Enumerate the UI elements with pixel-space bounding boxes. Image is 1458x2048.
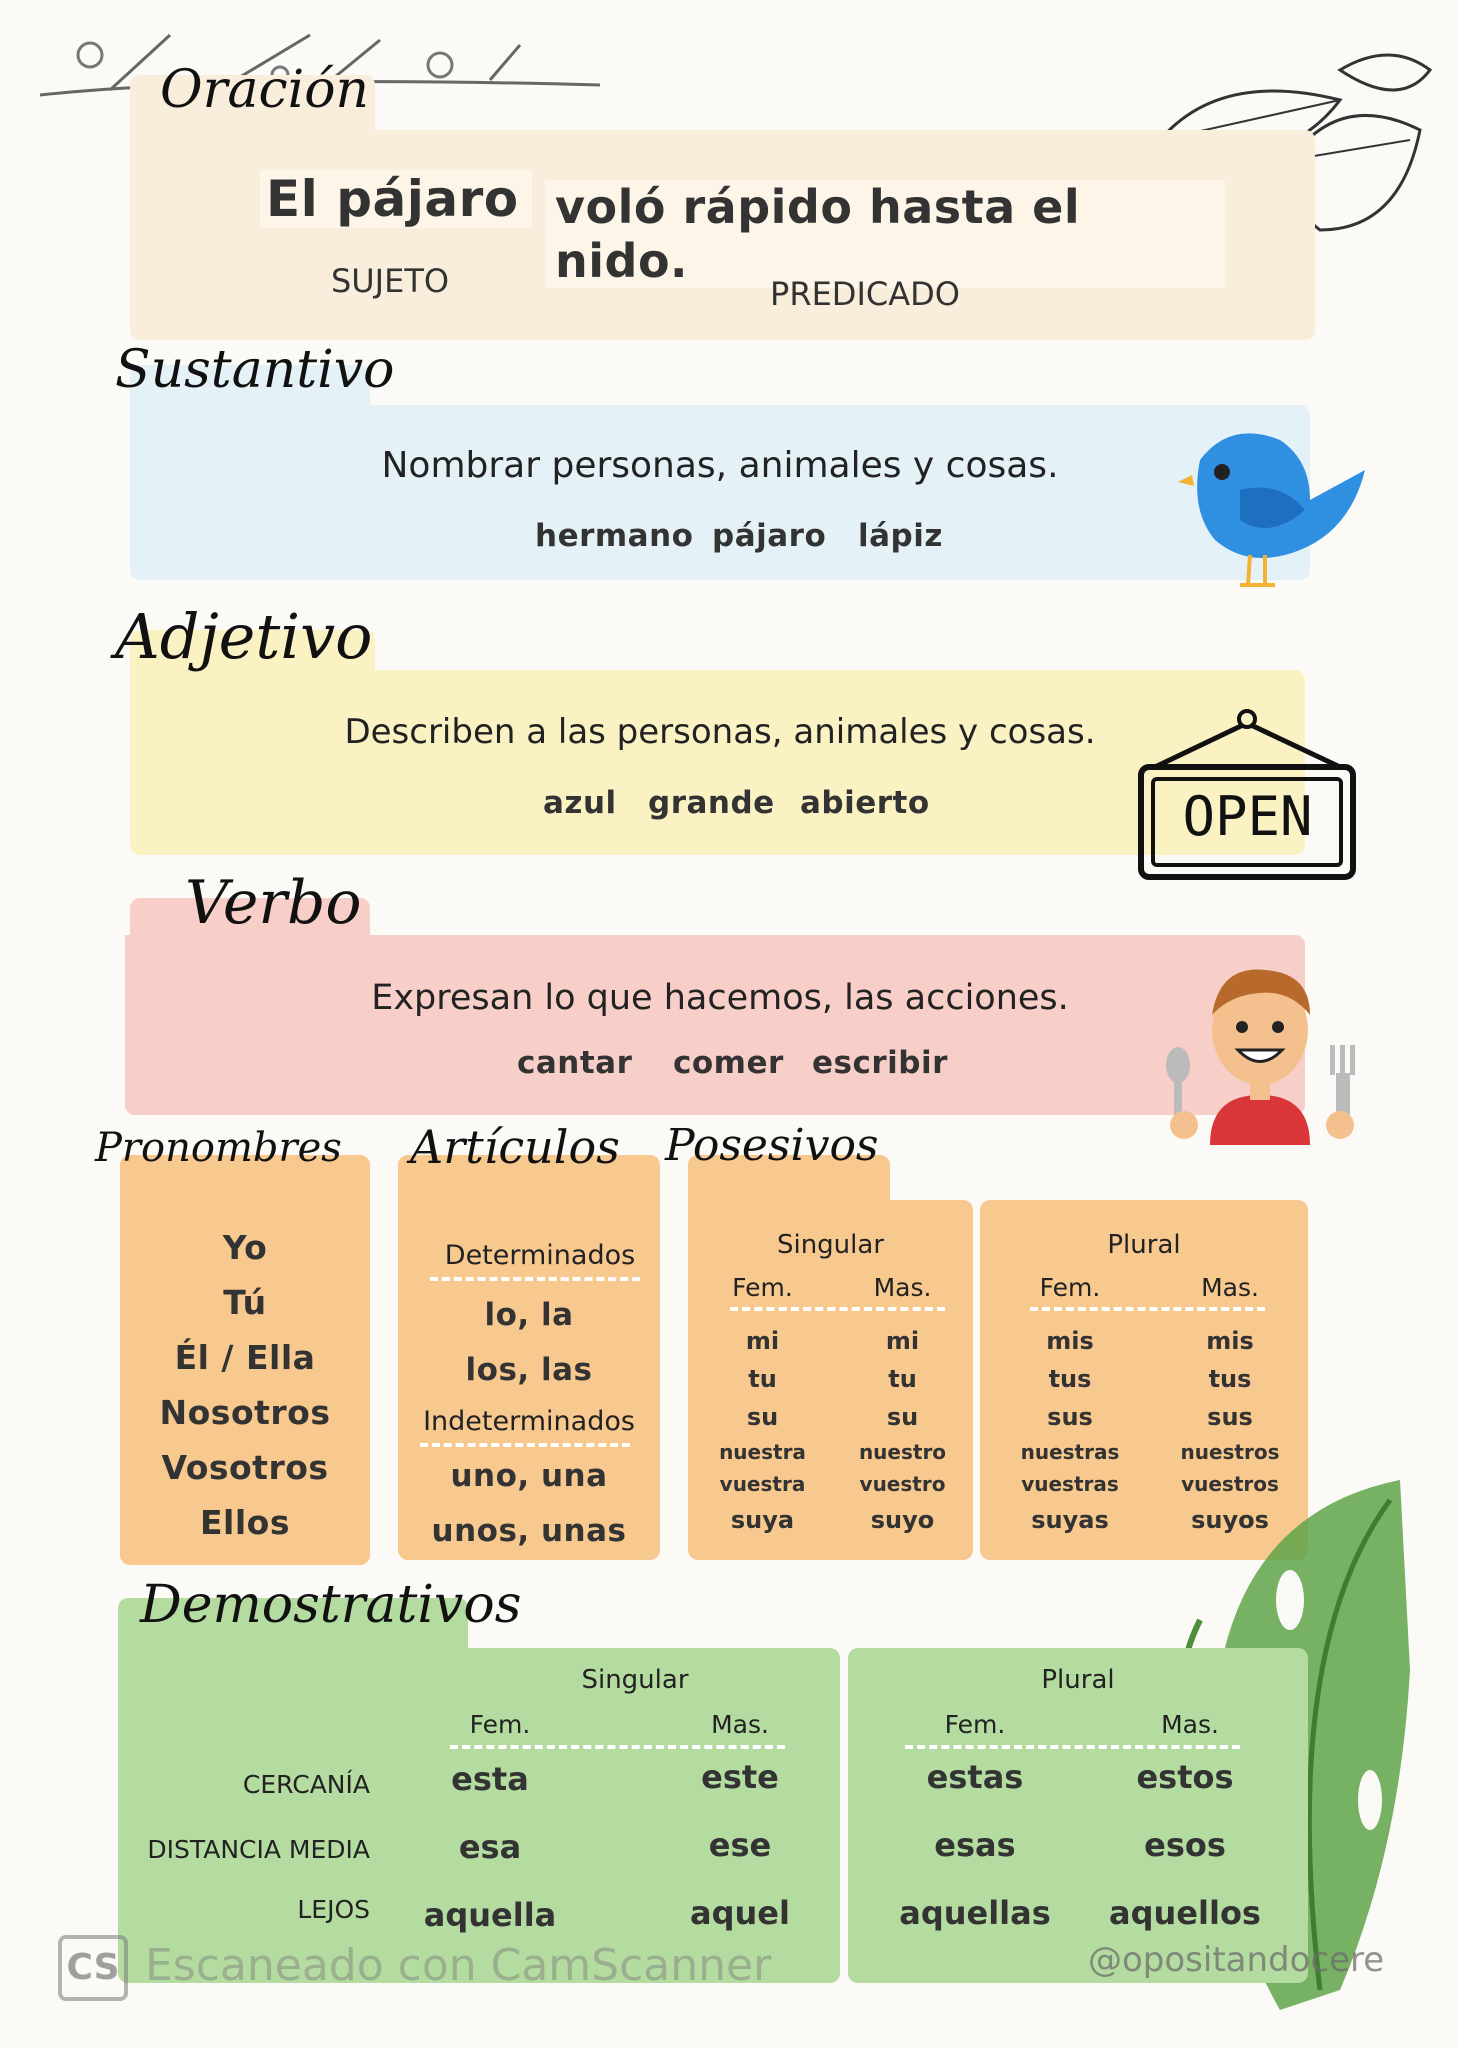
sustantivo-title: Sustantivo (115, 340, 395, 400)
pronoun-5: Vosotros (161, 1448, 329, 1487)
verbo-title: Verbo (185, 868, 362, 938)
posesivos-sing-mas-label: Mas. (873, 1273, 932, 1302)
dem-sing-mas-3: aquel (690, 1894, 790, 1932)
pos-plur-mas-4: nuestros (1180, 1440, 1280, 1464)
pos-plur-fem-1: mis (1046, 1327, 1094, 1355)
predicate-label: PREDICADO (770, 275, 960, 313)
determinados-label: Determinados (444, 1240, 636, 1271)
posesivos-sing-divider (730, 1307, 945, 1311)
adjetivo-example-3: abierto (800, 785, 930, 821)
pos-sing-fem-6: suya (730, 1506, 795, 1534)
pos-sing-fem-1: mi (745, 1327, 780, 1355)
pos-sing-fem-2: tu (748, 1365, 777, 1393)
posesivos-plural-label: Plural (1107, 1230, 1181, 1260)
pos-plur-mas-5: vuestros (1181, 1472, 1279, 1496)
author-handle: @opositandocere (1088, 1940, 1385, 1980)
dem-sing-mas-2: ese (708, 1826, 772, 1864)
dem-sing-mas-label: Mas. (711, 1710, 769, 1739)
adjetivo-definition: Describen a las personas, animales y cosas. (344, 712, 1096, 752)
pos-plur-fem-3: sus (1047, 1403, 1093, 1431)
dem-sing-divider (450, 1745, 785, 1749)
dem-row-label-3: LEJOS (297, 1895, 370, 1924)
verbo-example-2: comer (673, 1045, 784, 1081)
indeterminado-2: unos, unas (431, 1513, 627, 1549)
dem-plur-mas-2: esos (1144, 1826, 1226, 1864)
pos-sing-fem-4: nuestra (719, 1440, 806, 1464)
sustantivo-example-1: hermano (535, 518, 694, 554)
camscanner-logo-icon: CS (58, 1935, 128, 2001)
demostrativos-plural-label: Plural (1041, 1665, 1115, 1695)
pronoun-2: Tú (223, 1283, 267, 1322)
pos-plur-mas-6: suyos (1191, 1506, 1269, 1534)
pos-sing-mas-2: tu (888, 1365, 917, 1393)
adjetivo-panel (130, 670, 1305, 855)
oracion-subject: El pájaro (260, 170, 532, 228)
dem-sing-fem-2: esa (458, 1828, 522, 1866)
pos-plur-mas-3: sus (1207, 1403, 1253, 1431)
demostrativos-plural-panel (848, 1648, 1308, 1983)
dem-row-label-1: CERCANÍA (242, 1770, 370, 1799)
articulos-title: Artículos (410, 1120, 620, 1174)
dem-sing-fem-1: esta (451, 1760, 529, 1798)
dem-plur-fem-label: Fem. (944, 1710, 1006, 1739)
oracion-title: Oración (160, 60, 370, 120)
dem-sing-mas-1: este (701, 1758, 779, 1796)
sustantivo-example-2: pájaro (712, 518, 827, 554)
adjetivo-title: Adjetivo (115, 600, 373, 673)
determinado-2: los, las (465, 1352, 593, 1388)
dem-sing-fem-label: Fem. (469, 1710, 531, 1739)
dem-plur-divider (905, 1745, 1240, 1749)
verbo-example-3: escribir (812, 1045, 948, 1081)
sustantivo-example-3: lápiz (858, 518, 943, 554)
demostrativos-title: Demostrativos (140, 1575, 522, 1635)
pos-plur-fem-5: vuestras (1021, 1472, 1119, 1496)
sustantivo-definition: Nombrar personas, animales y cosas. (381, 445, 1059, 486)
pos-sing-fem-3: su (746, 1403, 779, 1431)
open-sign-text: OPEN (1182, 785, 1313, 848)
verbo-example-1: cantar (517, 1045, 633, 1081)
dem-plur-fem-2: esas (934, 1826, 1016, 1864)
dem-plur-mas-3: aquellos (1109, 1894, 1261, 1932)
pos-plur-mas-1: mis (1206, 1327, 1254, 1355)
dem-plur-mas-1: estos (1136, 1758, 1234, 1796)
dem-sing-fem-3: aquella (423, 1896, 557, 1934)
bird-icon (1170, 420, 1370, 595)
dem-row-label-2: DISTANCIA MEDIA (147, 1835, 370, 1864)
determinados-divider (430, 1277, 640, 1281)
adjetivo-example-1: azul (543, 785, 617, 821)
pos-sing-mas-1: mi (885, 1327, 920, 1355)
pos-sing-mas-3: su (886, 1403, 919, 1431)
posesivos-plur-mas-label: Mas. (1201, 1273, 1259, 1302)
dem-plur-mas-label: Mas. (1161, 1710, 1219, 1739)
pronoun-1: Yo (222, 1228, 268, 1267)
pos-plur-fem-4: nuestras (1020, 1440, 1120, 1464)
determinado-1: lo, la (484, 1297, 574, 1333)
pos-sing-mas-6: suyo (870, 1506, 935, 1534)
posesivos-singular-label: Singular (776, 1230, 885, 1260)
posesivos-plur-divider (1030, 1307, 1265, 1311)
pos-plur-mas-2: tus (1208, 1365, 1252, 1393)
oracion-predicate: voló rápido hasta el nido. (545, 180, 1225, 288)
posesivos-plur-fem-label: Fem. (1039, 1273, 1101, 1302)
verbo-definition: Expresan lo que hacemos, las acciones. (371, 978, 1069, 1018)
camscanner-watermark: Escaneado con CamScanner (145, 1940, 772, 1991)
posesivos-sing-fem-label: Fem. (732, 1273, 793, 1302)
indeterminado-1: uno, una (450, 1458, 608, 1494)
pos-sing-mas-5: vuestro (859, 1472, 946, 1496)
adjetivo-example-2: grande (648, 785, 775, 821)
demostrativos-singular-label: Singular (581, 1665, 689, 1695)
pronombres-title: Pronombres (95, 1125, 342, 1171)
verbo-panel (125, 935, 1305, 1115)
pos-sing-mas-4: nuestro (858, 1440, 947, 1464)
pronoun-3: Él / Ella (174, 1338, 316, 1377)
indeterminados-divider (420, 1443, 630, 1447)
pos-plur-fem-6: suyas (1031, 1506, 1109, 1534)
indeterminados-label: Indeterminados (423, 1406, 635, 1437)
posesivos-title: Posesivos (665, 1120, 879, 1171)
boy-eating-icon (1160, 955, 1360, 1155)
dem-plur-fem-3: aquellas (899, 1894, 1051, 1932)
pronoun-4: Nosotros (159, 1393, 331, 1432)
dem-plur-fem-1: estas (926, 1758, 1024, 1796)
pronoun-6: Ellos (200, 1503, 290, 1542)
pos-plur-fem-2: tus (1048, 1365, 1092, 1393)
subject-label: SUJETO (330, 262, 450, 300)
pos-sing-fem-5: vuestra (719, 1472, 806, 1496)
